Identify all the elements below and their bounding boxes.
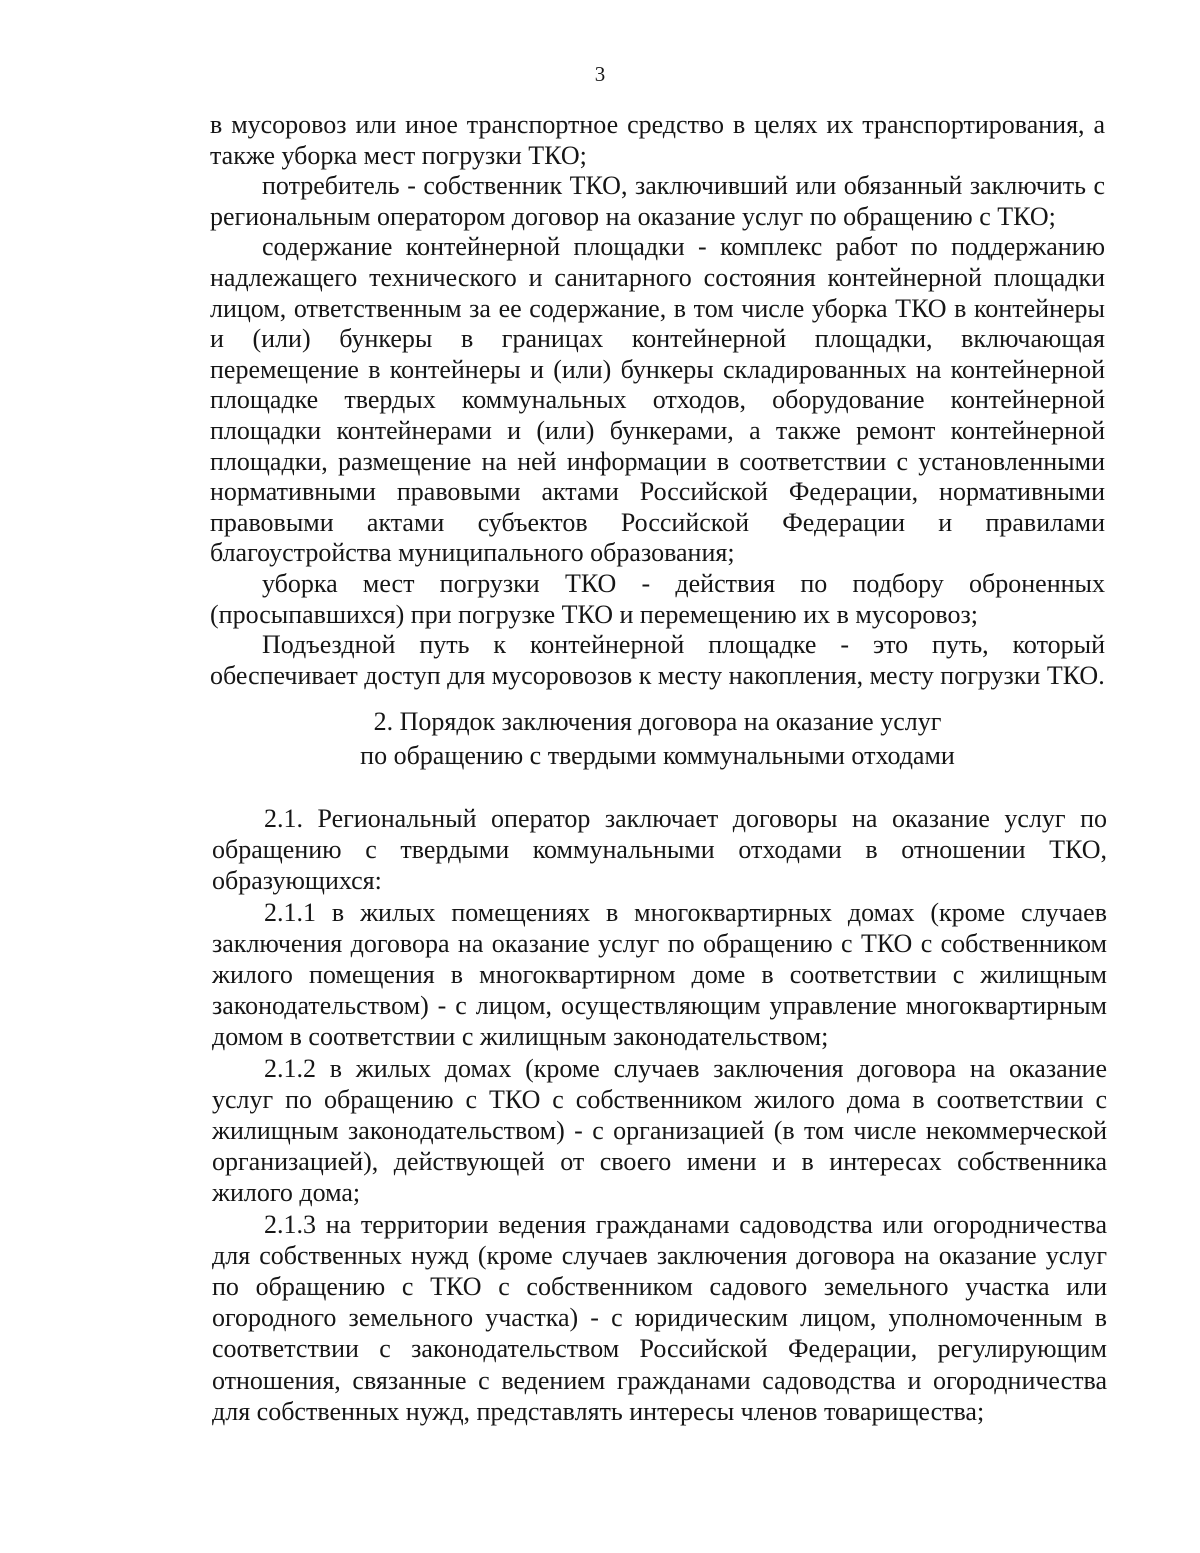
section-heading-line-1: 2. Порядок заключения договора на оказание услуг xyxy=(373,707,942,736)
page-number: 3 xyxy=(594,62,606,86)
paragraph-definition-site-maintenance: содержание контейнерной площадки - комплекс работ по поддержанию надлежащего технического и санитарного состояния контейнерной площадки лицом, ответственным за ее содержание, в том числе уборка ТКО в контейнеры и (или) бункеры в границах контейнерной площадки, включающая перемещение в контейнеры и (или) бункеры складированных на контейнерной площадке твердых коммунальных отходов, оборудование контейнерной площадки контейнерами и (или) бункерами, а также ремонт контейнерной площадки, размещение на ней информации в соответствии с установленными нормативными правовыми актами Российской Федерации, нормативными правовыми актами субъектов Российской Федерации и правилами благоустройства муниципального образования; xyxy=(210,232,1105,568)
paragraph-definition-loading-cleanup: уборка мест погрузки ТКО - действия по подбору оброненных (просыпавшихся) при погрузке ТКО и перемещению их в мусоровоз; xyxy=(210,568,1105,629)
clause-2-1: 2.1. Региональный оператор заключает договоры на оказание услуг по обращению с твердыми коммунальными отходами в отношении ТКО, образующихся: xyxy=(212,804,1107,896)
paragraph-definition-access-road: Подъездной путь к контейнерной площадке - это путь, который обеспечивает доступ для мусоровозов к месту накопления, месту погрузки ТКО. xyxy=(210,630,1105,690)
clause-2-1-2: 2.1.2 в жилых домах (кроме случаев заключения договора на оказание услуг по обращению с ТКО с собственником жилого дома в соответствии с жилищным законодательством) - с организацией (в том числе некоммерческой организацией), действующей от своего имени и в интересах собственника жилого дома; xyxy=(212,1053,1107,1208)
paragraph-definition-consumer: потребитель - собственник ТКО, заключивший или обязанный заключить с региональным оператором договор на оказание услуг по обращению с ТКО; xyxy=(210,171,1105,231)
clause-2-1-1: 2.1.1 в жилых помещениях в многоквартирных домах (кроме случаев заключения договора на оказание услуг по обращению с ТКО с собственником жилого помещения в многоквартирном доме в соответствии с жилищным законодательством) - с лицом, осуществляющим управление многоквартирным домом в соответствии с жилищным законодательством; xyxy=(212,897,1107,1052)
section-heading xyxy=(210,705,1105,773)
definitions-block xyxy=(210,110,1105,691)
clause-2-1-3: 2.1.3 на территории ведения гражданами садоводства или огородничества для собственных нужд (кроме случаев заключения договора на оказание услуг по обращению с ТКО с собственником садового земельного участка или огородного земельного участка) - с юридическим лицом, уполномоченным в соответствии с законодательством Российской Федерации, регулирующим отношения, связанные с ведением гражданами садоводства и огородничества для собственных нужд, представлять интересы членов товарищества; xyxy=(212,1209,1107,1426)
section-2-body xyxy=(212,803,1107,1427)
paragraph-continuation: в мусоровоз или иное транспортное средство в целях их транспортирования, а также уборка мест погрузки ТКО; xyxy=(210,110,1105,170)
section-heading-line-2: по обращению с твердыми коммунальными отходами xyxy=(360,741,955,770)
